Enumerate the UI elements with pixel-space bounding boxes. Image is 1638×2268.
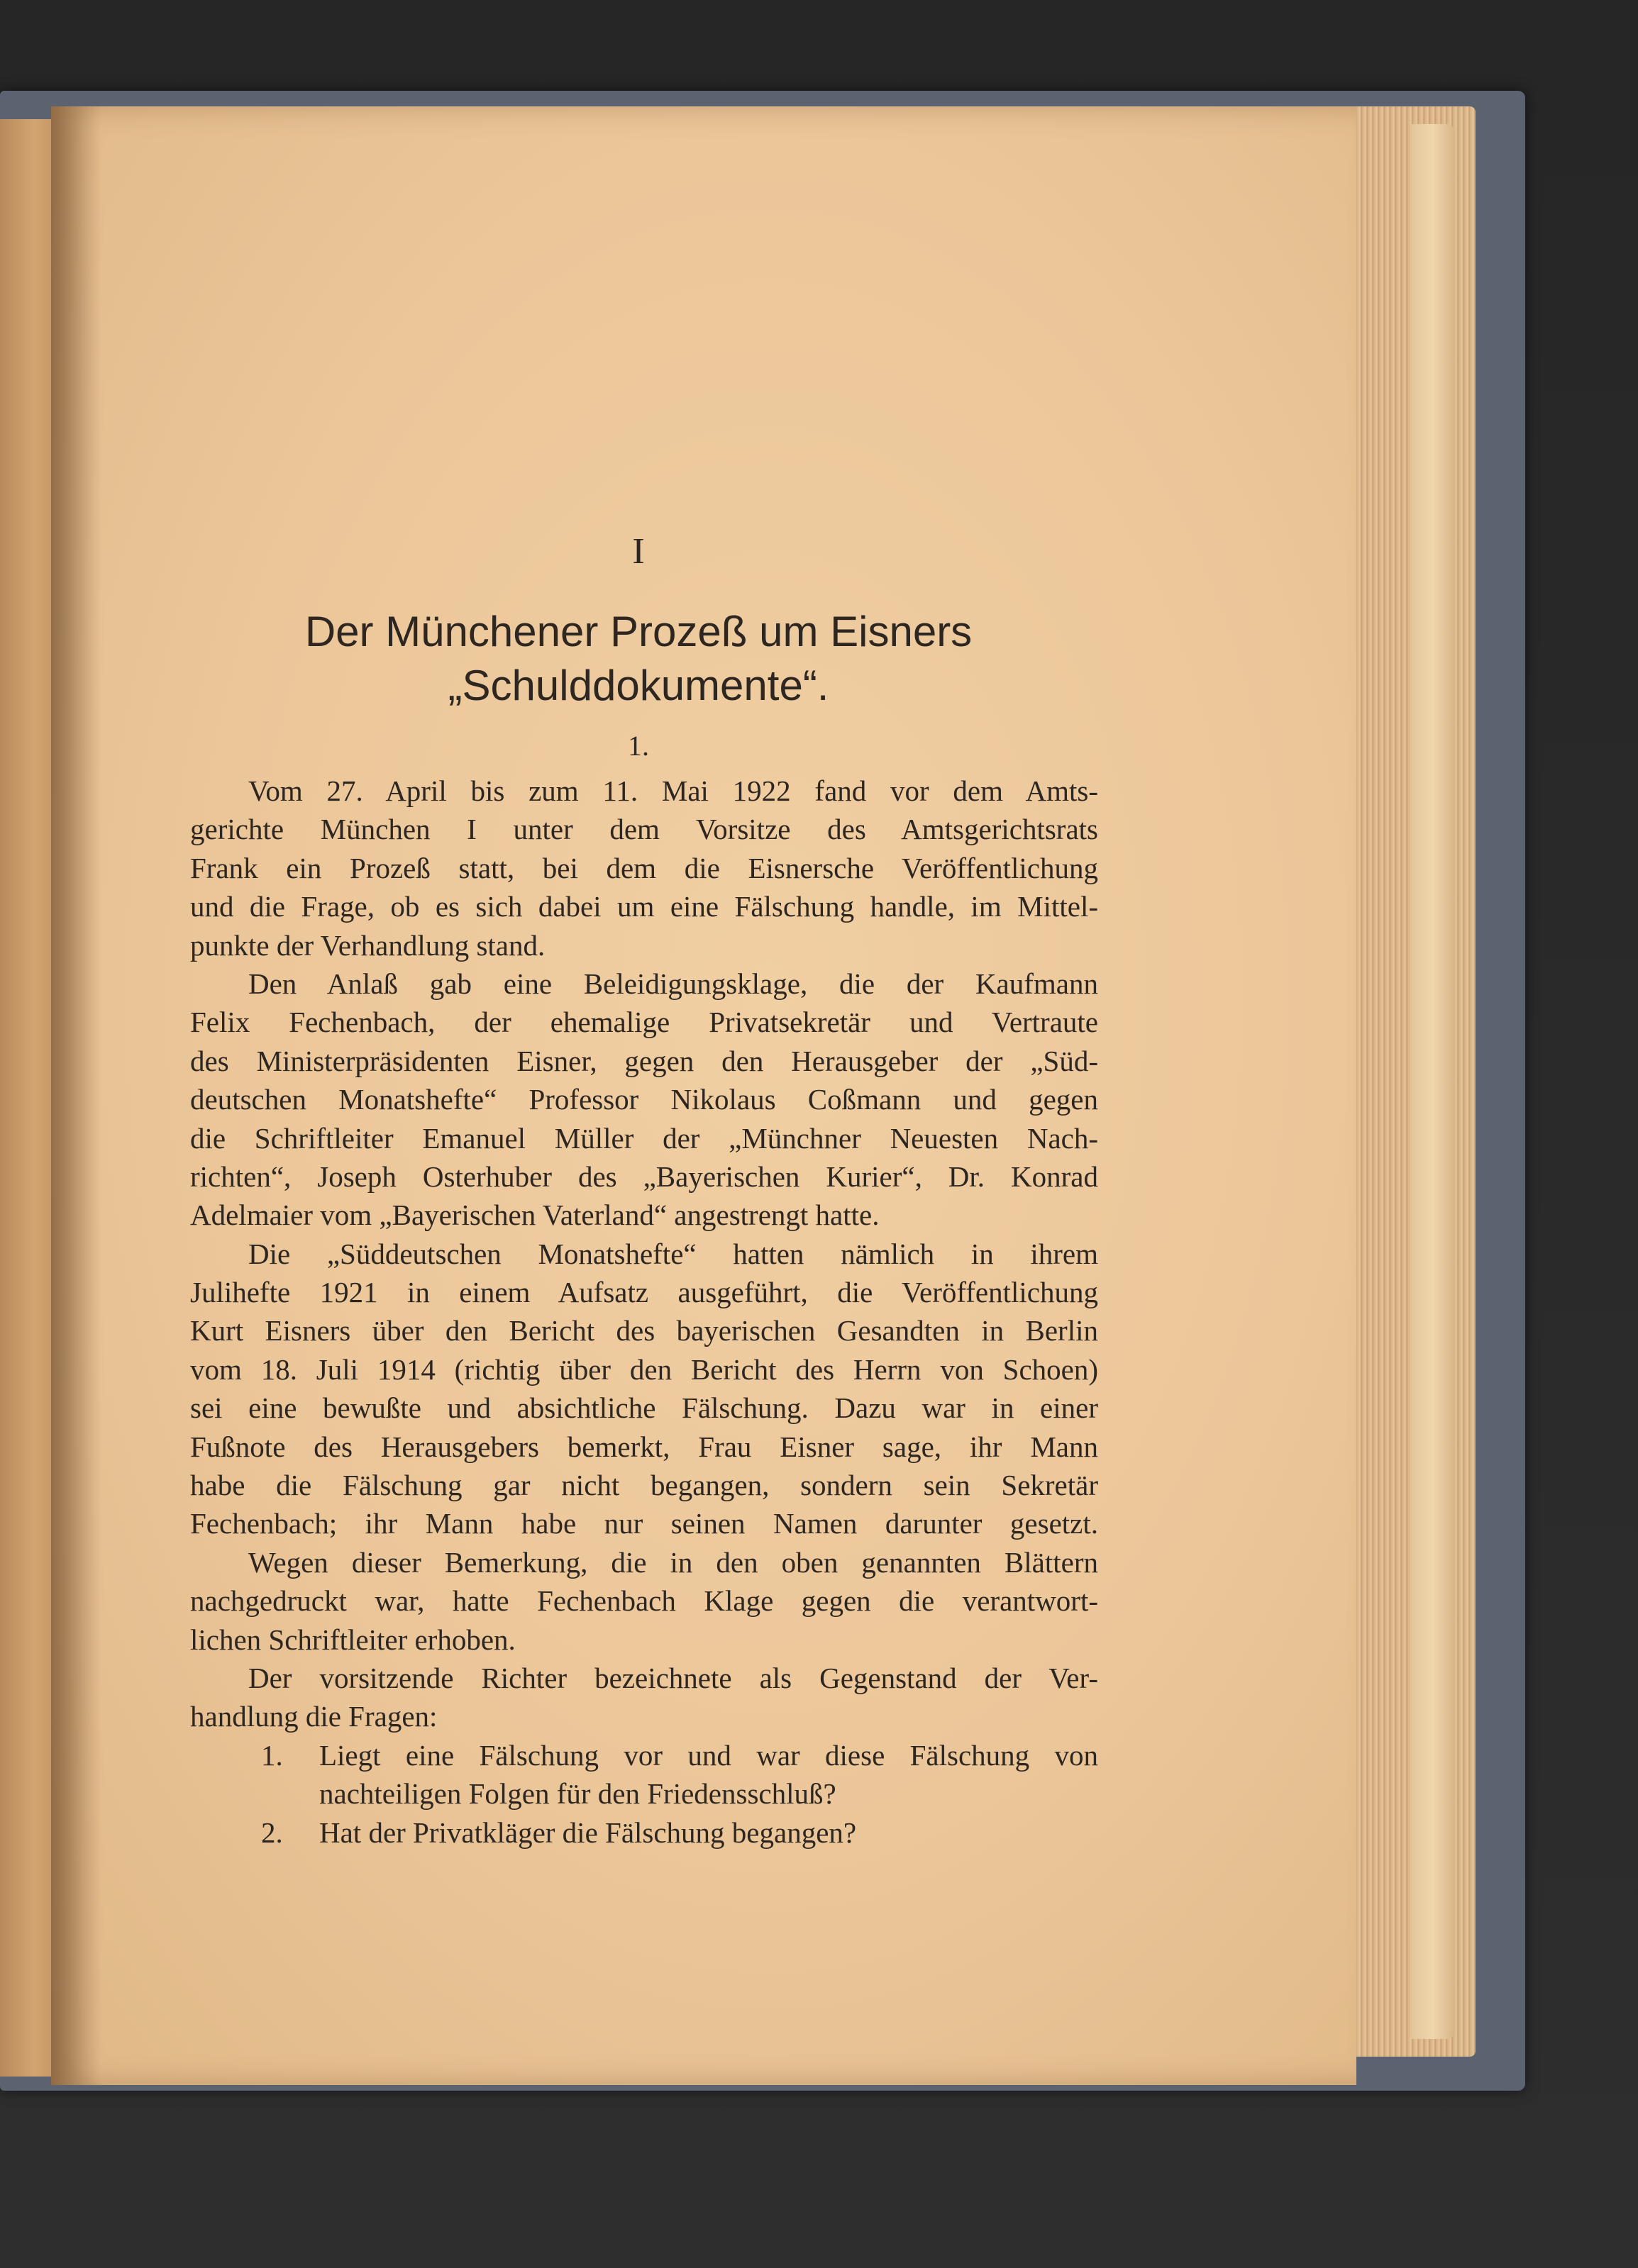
body-line: Fußnote des Herausgebers bemerkt, Frau Eisner sage, ihr Mann xyxy=(190,1430,1098,1463)
body-line: des Ministerpräsidenten Eisner, gegen den Herausgeber der „Süd- xyxy=(190,1044,1098,1077)
body-line: Julihefte 1921 in einem Aufsatz ausgeführt, die Veröffentlichung xyxy=(190,1276,1098,1309)
body-line: die Schriftleiter Emanuel Müller der „Münchner Neuesten Nach- xyxy=(190,1121,1098,1155)
body-line: richten“, Joseph Osterhuber des „Bayerischen Kurier“, Dr. Konrad xyxy=(190,1160,1098,1193)
chapter-title-line-1: Der Münchener Prozeß um Eisners xyxy=(304,608,973,655)
gutter-shadow xyxy=(51,106,101,2085)
body-line: habe die Fälschung gar nicht begangen, sondern sein Sekretär xyxy=(190,1469,1098,1502)
list-item-number: 1. xyxy=(261,1738,283,1772)
list-item-text: Hat der Privatkläger die Fälschung begangen? xyxy=(319,1816,857,1849)
left-page-edge xyxy=(0,119,58,2077)
body-line: Die „Süddeutschen Monatshefte“ hatten nämlich in ihrem xyxy=(248,1237,1098,1270)
body-line: deutschen Monatshefte“ Professor Nikolaus Coßmann und gegen xyxy=(190,1083,1098,1116)
body-line: Fechenbach; ihr Mann habe nur seinen Namen darunter gesetzt. xyxy=(190,1507,1098,1540)
body-line: Wegen dieser Bemerkung, die in den oben genannten Blättern xyxy=(248,1545,1098,1579)
chapter-number: I xyxy=(632,531,645,572)
body-line: Adelmaier vom „Bayerischen Vaterland“ angestrengt hatte. xyxy=(190,1199,880,1232)
body-line: vom 18. Juli 1914 (richtig über den Bericht des Herrn von Schoen) xyxy=(190,1352,1098,1386)
body-line: gerichte München I unter dem Vorsitze des Amtsgerichtsrats xyxy=(190,813,1098,846)
section-number: 1. xyxy=(628,730,649,762)
body-line: Frank ein Prozeß statt, bei dem die Eisnersche Veröffentlichung xyxy=(190,851,1098,884)
body-line: Den Anlaß gab eine Beleidigungsklage, die der Kaufmann xyxy=(248,967,1098,1000)
body-line: sei eine bewußte und absichtliche Fälschung. Dazu war in einer xyxy=(190,1391,1098,1425)
body-line: nachgedruckt war, hatte Fechenbach Klage gegen die verantwort- xyxy=(190,1584,1098,1618)
page-edges xyxy=(1341,106,1476,2057)
list-item-text: nachteiligen Folgen für den Friedensschluß? xyxy=(319,1777,836,1811)
body-line: Der vorsitzende Richter bezeichnete als Gegenstand der Ver- xyxy=(248,1661,1098,1694)
body-line: punkte der Verhandlung stand. xyxy=(190,928,546,962)
list-item xyxy=(190,1813,1098,1852)
body-line: Vom 27. April bis zum 11. Mai 1922 fand vor dem Amts- xyxy=(248,774,1098,807)
list-item xyxy=(190,1736,1098,1774)
body-text xyxy=(190,772,1098,1852)
body-line: Kurt Eisners über den Bericht des bayerischen Gesandten in Berlin xyxy=(190,1314,1098,1347)
list-item-text: Liegt eine Fälschung vor und war diese Fälschung von xyxy=(319,1738,1098,1772)
body-line: Felix Fechenbach, der ehemalige Privatsekretär und Vertraute xyxy=(190,1006,1098,1039)
list-item-continuation xyxy=(190,1774,1098,1813)
chapter-title-line-2: „Schulddokumente“. xyxy=(448,662,829,709)
body-line: handlung die Fragen: xyxy=(190,1700,438,1733)
chapter-title xyxy=(213,605,1064,713)
body-line: und die Frage, ob es sich dabei um eine Fälschung handle, im Mittel- xyxy=(190,890,1098,923)
page-edges-inner xyxy=(1412,124,1454,2039)
list-item-number: 2. xyxy=(261,1816,283,1849)
body-line: lichen Schriftleiter erhoben. xyxy=(190,1623,516,1656)
